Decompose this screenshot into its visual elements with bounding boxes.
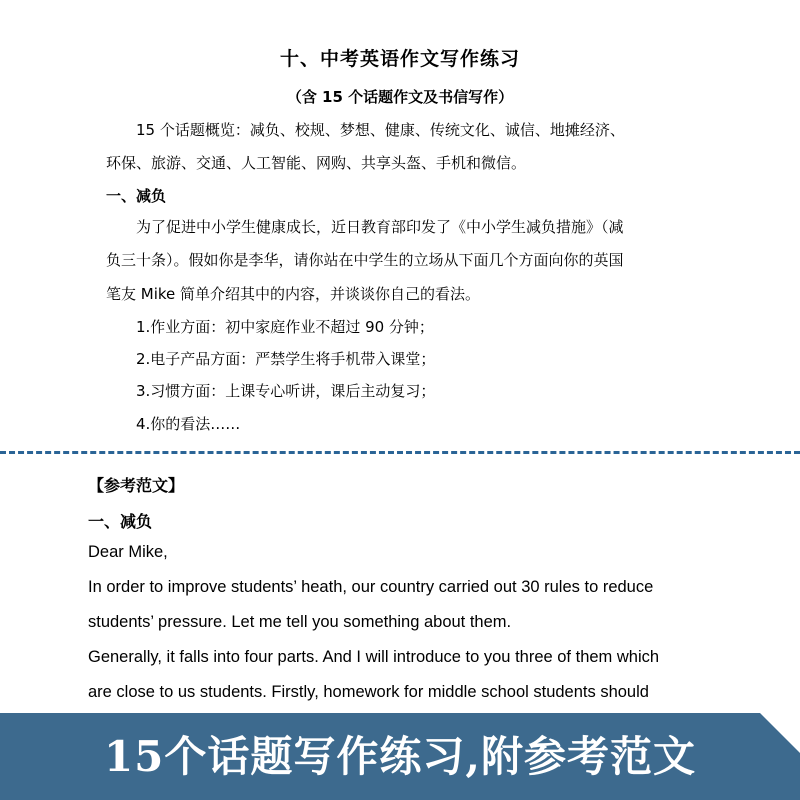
- point-item-3: 3.习惯方面：上课专心听讲，课后主动复习；: [136, 382, 436, 400]
- point-item-4: 4.你的看法……: [136, 415, 241, 433]
- section-heading: 一、减负: [106, 187, 167, 205]
- prompt-line-1: 为了促进中小学生健康成长，近日教育部印发了《中小学生减负措施》（减: [136, 218, 624, 236]
- page-subtitle: （含 15 个话题作文及书信写作）: [286, 88, 514, 106]
- prompt-line-3: 笔友 Mike 简单介绍其中的内容，并谈谈你自己的看法。: [106, 285, 481, 303]
- sample-line-5: are close to us students. Firstly, homework for middle school students should: [88, 683, 649, 701]
- sample-line-3: students’ pressure. Let me tell you something about them.: [88, 613, 512, 631]
- prompt-line-2: 负三十条）。假如你是李华，请你站在中学生的立场从下面几个方面向你的英国: [106, 251, 624, 269]
- overview-line-1: 15 个话题概览：减负、校规、梦想、健康、传统文化、诚信、地摊经济、: [136, 121, 625, 139]
- sample-line-2: In order to improve students’ heath, our country carried out 30 rules to reduce: [88, 578, 654, 596]
- sample-line-1: Dear Mike,: [88, 543, 168, 561]
- sample-label: 【参考范文】: [88, 476, 185, 495]
- dashed-divider: [0, 451, 800, 454]
- point-item-2: 2.电子产品方面：严禁学生将手机带入课堂；: [136, 350, 436, 368]
- overview-line-2: 环保、旅游、交通、人工智能、网购、共享头盔、手机和微信。: [106, 154, 527, 172]
- sample-heading: 一、减负: [88, 512, 153, 531]
- banner-text: 15个话题写作练习,附参考范文: [103, 732, 697, 781]
- sample-line-4: Generally, it falls into four parts. And I will introduce to you three of them which: [88, 648, 660, 666]
- point-item-1: 1.作业方面：初中家庭作业不超过 90 分钟；: [136, 318, 434, 336]
- page-title: 十、中考英语作文写作练习: [279, 48, 520, 70]
